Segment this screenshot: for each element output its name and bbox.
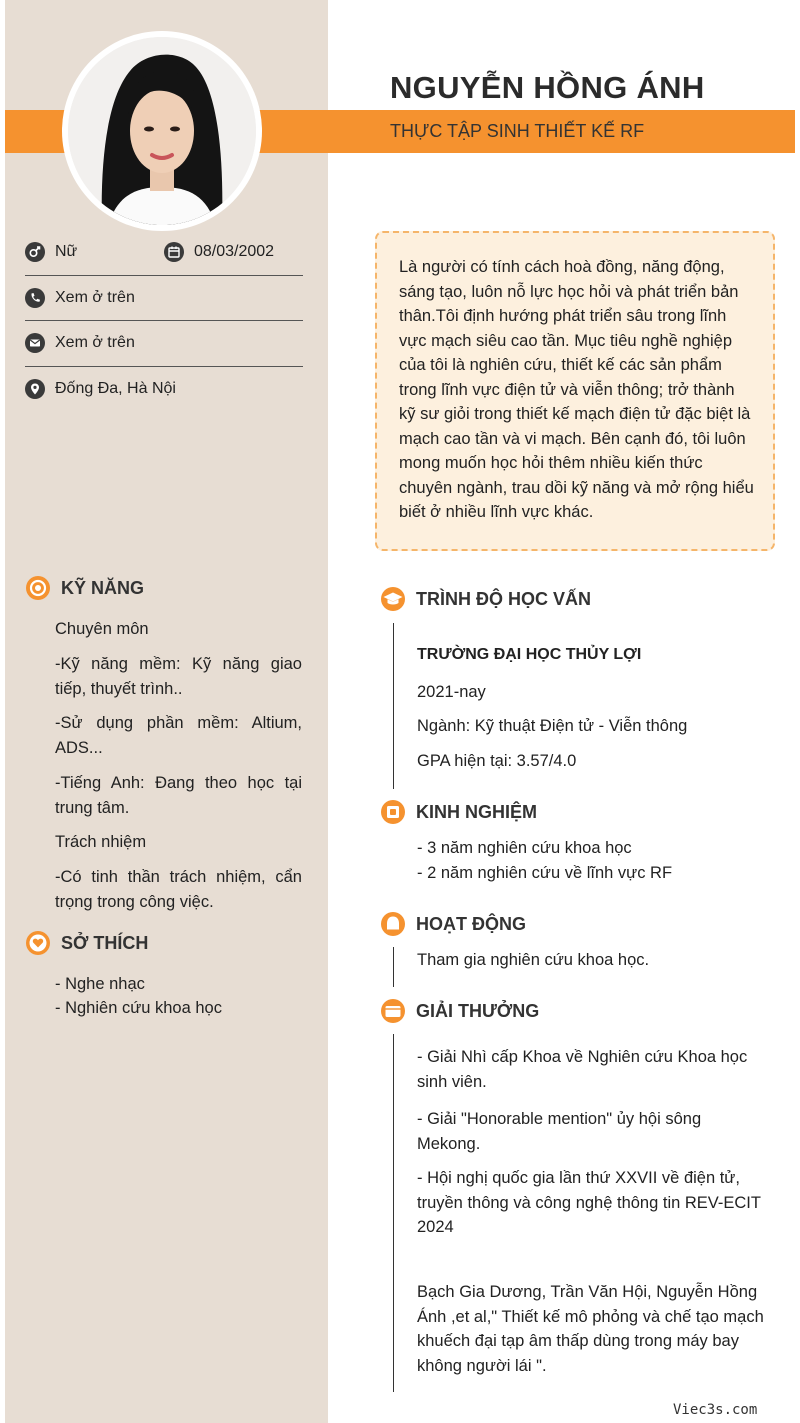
graduation-cap-icon [380, 586, 406, 612]
award-item: - Giải Nhì cấp Khoa về Nghiên cứu Khoa học sinh viên. [417, 1048, 748, 1091]
location-pin-icon [25, 379, 45, 399]
divider [25, 366, 303, 367]
birthday-row [164, 240, 274, 264]
timeline-line [393, 947, 394, 987]
watermark: Viec3s.com [673, 1402, 758, 1418]
timeline-line [393, 623, 394, 789]
timeline-line [393, 1034, 394, 1392]
skill-item: Chuyên môn [55, 620, 149, 638]
experience-item: - 2 năm nghiên cứu về lĩnh vực RF [417, 864, 673, 882]
briefcase-icon [380, 799, 406, 825]
hobbies-heading [25, 930, 148, 956]
activity-item: Tham gia nghiên cứu khoa học. [417, 951, 650, 969]
activities-icon [380, 911, 406, 937]
candidate-name: NGUYỄN HỒNG ÁNH [390, 70, 705, 105]
skills-heading-text: KỸ NĂNG [61, 577, 145, 598]
email-row [25, 331, 135, 355]
award-icon [380, 998, 406, 1024]
hobby-item: - Nghe nhạc [55, 975, 145, 993]
award-item: Bạch Gia Dương, Trần Văn Hội, Nguyễn Hồng Ánh ,et al," Thiết kế mô phỏng và chế tạo mạch khuếch đại tạp âm thấp dùng trong máy bay không người lái ". [417, 1283, 764, 1375]
education-heading-text: TRÌNH ĐỘ HỌC VẤN [416, 588, 591, 609]
phone-value: Xem ở trên [55, 289, 135, 306]
hobbies-heading-text: SỞ THÍCH [61, 932, 149, 953]
experience-heading-text: KINH NGHIỆM [416, 801, 537, 822]
education-period: 2021-nay [417, 683, 486, 701]
phone-icon [25, 288, 45, 308]
gender-icon [25, 242, 45, 262]
heart-icon [25, 930, 51, 956]
experience-item: - 3 năm nghiên cứu khoa học [417, 839, 632, 857]
activities-heading [380, 911, 526, 937]
divider [25, 275, 303, 276]
education-gpa: GPA hiện tại: 3.57/4.0 [417, 752, 577, 770]
email-icon [25, 333, 45, 353]
skill-item: -Kỹ năng mềm: Kỹ năng giao tiếp, thuyết trình.. [55, 655, 302, 698]
education-heading [380, 586, 591, 612]
awards-heading [380, 998, 539, 1024]
job-title: THỰC TẬP SINH THIẾT KẾ RF [390, 121, 645, 141]
school-name: TRƯỜNG ĐẠI HỌC THỦY LỢI [417, 646, 642, 663]
gender-value: Nữ [55, 243, 78, 260]
skill-item: -Sử dụng phần mềm: Altium, ADS... [55, 714, 302, 757]
calendar-icon [164, 242, 184, 262]
hobby-item: - Nghiên cứu khoa học [55, 999, 222, 1017]
skills-icon [25, 575, 51, 601]
awards-heading-text: GIẢI THƯỞNG [416, 1000, 540, 1021]
award-item: - Giải "Honorable mention" ủy hội sông Mekong. [417, 1110, 702, 1153]
activities-heading-text: HOẠT ĐỘNG [416, 913, 526, 934]
address-value: Đống Đa, Hà Nội [55, 380, 176, 397]
phone-row [25, 286, 135, 310]
birthday-value: 08/03/2002 [194, 243, 275, 260]
gender-row [25, 240, 77, 264]
divider [25, 320, 303, 321]
skills-heading [25, 575, 144, 601]
address-row [25, 377, 176, 401]
skill-item: -Có tinh thần trách nhiệm, cẩn trọng trong công việc. [55, 868, 302, 911]
skill-item: Trách nhiệm [55, 833, 147, 851]
education-major: Ngành: Kỹ thuật Điện tử - Viễn thông [417, 717, 688, 735]
summary-box: Là người có tính cách hoà đồng, năng động, sáng tạo, luôn nỗ lực học hỏi và phát triển bản thân.Tôi định hướng phát triển sâu trong lĩnh vực mạch siêu cao tần. Mục tiêu nghề nghiệp của tôi là nghiên cứu, thiết kế các sản phẩm trong lĩnh vực điện tử và viễn thông; trở thành kỹ sư giỏi trong thiết kế mạch điện tử đặc biệt là mạch cao tần và vi mạch. Bên cạnh đó, tôi luôn mong muốn học hỏi thêm nhiều kiến thức chuyên ngành, trau dồi kỹ năng và mở rộng hiểu biết ở nhiều lĩnh vực khác. [375, 231, 775, 551]
experience-heading [380, 799, 537, 825]
avatar [68, 37, 256, 225]
email-value: Xem ở trên [55, 334, 135, 351]
award-item: - Hội nghị quốc gia lần thứ XXVII về điện tử, truyền thông và công nghệ thông tin REV-ECIT 2024 [417, 1169, 761, 1236]
skill-item: -Tiếng Anh: Đang theo học tại trung tâm. [55, 774, 302, 817]
